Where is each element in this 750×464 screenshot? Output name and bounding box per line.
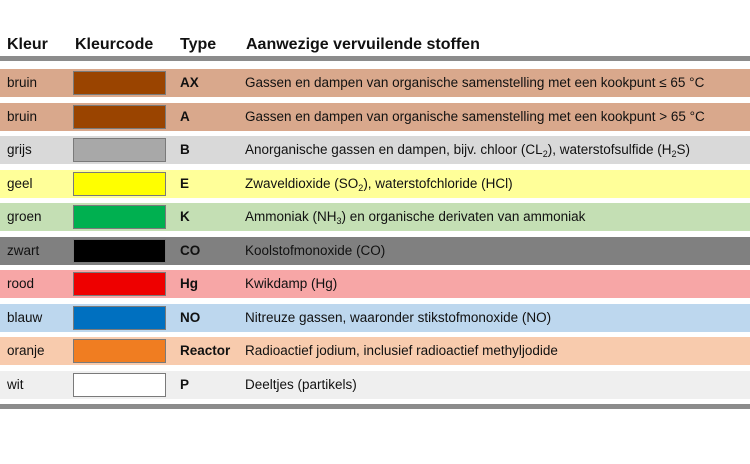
description-text: Ammoniak (NH (245, 209, 337, 224)
description-text: ), waterstofchloride (HCl) (363, 175, 513, 191)
description-text: S) (676, 142, 691, 157)
table-row (0, 270, 750, 298)
pollutant-description (245, 103, 705, 131)
pollutant-description (245, 337, 558, 365)
pollutant-description (245, 69, 704, 97)
filter-type: NO (180, 309, 201, 325)
color-swatch (73, 105, 166, 129)
description-text: ), waterstofsulfide (H (547, 142, 672, 157)
color-swatch (73, 205, 166, 229)
description-text: Gassen en dampen van organische samenstelling met een kookpunt ≤ 65 °C (245, 75, 705, 90)
color-name: bruin (7, 75, 38, 90)
color-name: wit (7, 376, 24, 392)
table-row (0, 103, 750, 131)
table-header (0, 34, 750, 56)
pollutant-description (245, 304, 551, 332)
header-stoffen: Aanwezige vervuilende stoffen (246, 36, 480, 53)
color-swatch (73, 272, 166, 296)
header-kleur: Kleur (7, 36, 48, 53)
color-name: blauw (7, 309, 43, 325)
color-swatch (73, 172, 166, 196)
color-name: zwart (7, 242, 40, 258)
pollutant-description (245, 237, 385, 265)
pollutant-description (245, 136, 690, 164)
filter-type: K (180, 209, 190, 224)
filter-type: CO (180, 242, 201, 258)
table-row (0, 237, 750, 265)
footer-divider (0, 404, 750, 409)
filter-type: Reactor (180, 343, 231, 358)
description-text: Gassen en dampen van organische samenstelling met een kookpunt > 65 °C (245, 108, 705, 124)
filter-type: B (180, 142, 190, 157)
table-row (0, 136, 750, 164)
subscript: 3 (336, 216, 342, 226)
description-text: Anorganische gassen en dampen, bijv. chloor (CL (245, 142, 543, 157)
filter-color-table (0, 34, 750, 409)
table-row (0, 371, 750, 399)
filter-type: A (180, 108, 190, 124)
subscript: 2 (671, 149, 677, 159)
pollutant-description (245, 203, 585, 231)
description-text: Deeltjes (partikels) (245, 376, 357, 392)
description-text: Nitreuze gassen, waaronder stikstofmonoxide (NO) (245, 309, 552, 325)
header-type: Type (180, 36, 217, 53)
description-text: Koolstofmonoxide (CO) (245, 242, 386, 258)
color-name: oranje (7, 343, 45, 358)
header-divider (0, 56, 750, 61)
pollutant-description (245, 270, 337, 298)
color-name: bruin (7, 108, 38, 124)
color-swatch (73, 138, 166, 162)
filter-type: AX (180, 75, 199, 90)
filter-type: E (180, 175, 190, 191)
color-swatch (73, 373, 166, 397)
description-text: Kwikdamp (Hg) (245, 276, 338, 291)
description-text: Radioactief jodium, inclusief radioactief methyljodide (245, 343, 558, 358)
color-name: rood (7, 276, 35, 291)
subscript: 2 (358, 182, 364, 193)
description-text: Zwaveldioxide (SO (245, 175, 359, 191)
color-swatch (73, 339, 166, 363)
pollutant-description (245, 170, 513, 198)
filter-type: Hg (180, 276, 198, 291)
description-text: ) en organische derivaten van ammoniak (341, 209, 586, 224)
table-row (0, 69, 750, 97)
table-row (0, 304, 750, 332)
table-body (0, 69, 750, 399)
header-kleurcode: Kleurcode (75, 36, 154, 53)
table-row (0, 337, 750, 365)
color-swatch (73, 239, 166, 263)
color-swatch (73, 306, 166, 330)
color-name: grijs (7, 142, 32, 157)
pollutant-description (245, 371, 357, 399)
filter-type: P (180, 376, 190, 392)
table-row (0, 203, 750, 231)
color-swatch (73, 71, 166, 95)
subscript: 2 (542, 149, 548, 159)
color-name: geel (7, 175, 33, 191)
color-name: groen (7, 209, 42, 224)
table-row (0, 170, 750, 198)
